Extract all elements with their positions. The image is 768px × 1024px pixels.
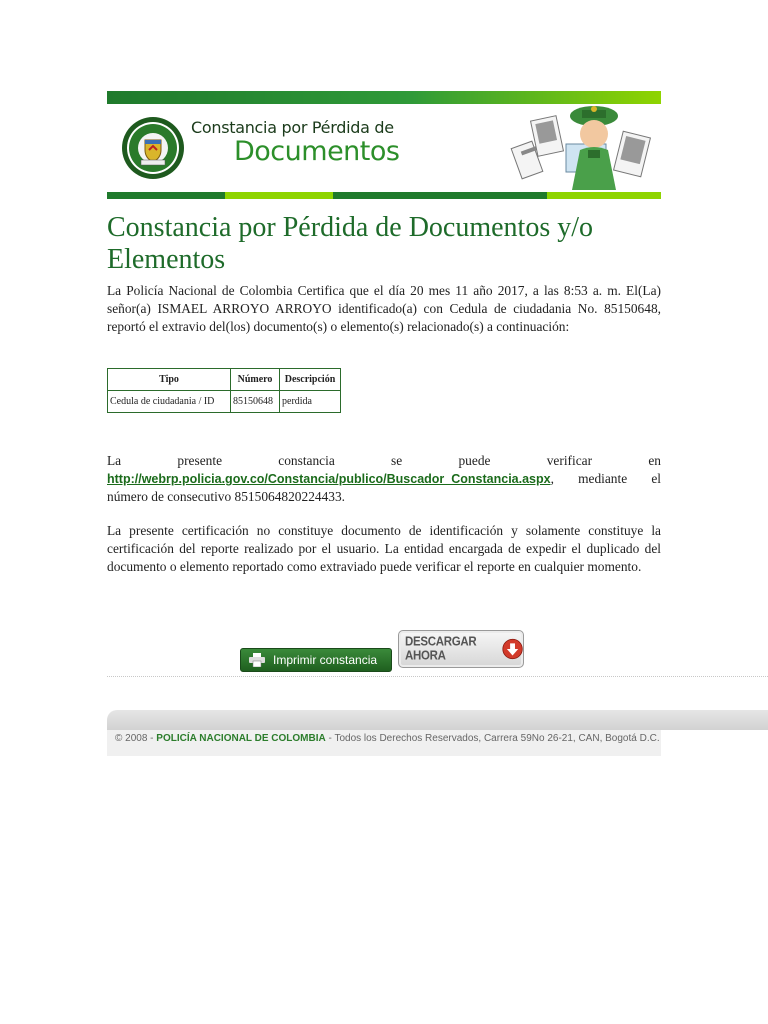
police-seal-icon: [121, 116, 185, 180]
download-arrow-icon: [502, 636, 523, 662]
verification-text-before: La presente constancia se puede verificar en: [107, 453, 661, 468]
print-button[interactable]: [240, 648, 392, 672]
download-button-label: DESCARGAR AHORA: [405, 635, 477, 663]
table-header-row: [108, 369, 341, 391]
footer-copyright: [107, 730, 661, 756]
page-title: Constancia por Pérdida de Documentos y/o Elementos: [107, 212, 594, 275]
verification-text-after: , mediante el número de consecutivo 8515064820224433.: [107, 471, 661, 504]
verification-link[interactable]: http://webrp.policia.gov.co/Constancia/publico/Buscador_Constancia.aspx: [107, 472, 551, 486]
footer-prefix: © 2008 -: [115, 733, 157, 744]
table-row: [108, 391, 341, 413]
column-header-tipo: Tipo: [108, 369, 231, 391]
banner-bottom-bar: [107, 192, 661, 199]
police-officer-illustration: [476, 104, 661, 192]
banner-top-bar: [107, 91, 661, 104]
footer-org: POLICÍA NACIONAL DE COLOMBIA: [156, 733, 326, 744]
footer-suffix: - Todos los Derechos Reservados, Carrera 59No 26-21, CAN, Bogotá D.C.: [325, 733, 660, 744]
download-button[interactable]: [398, 630, 524, 668]
documents-table: [107, 368, 341, 413]
disclaimer-paragraph: La presente certificación no constituye documento de identificación y solamente constituye la certificación del reporte realizado por el usuario. La entidad encargada de expedir el duplicado del documento o elemento reportado como extraviado puede verificar el reporte en cualquier momento.: [107, 523, 661, 574]
table-cell-tipo: Cedula de ciudadania / ID: [108, 391, 231, 413]
printer-icon: [249, 653, 265, 667]
verification-paragraph: [107, 452, 661, 506]
column-header-descripcion: Descripción: [280, 369, 341, 391]
certification-paragraph: La Policía Nacional de Colombia Certifica que el día 20 mes 11 año 2017, a las 8:53 a. m. El(La) señor(a) ISMAEL ARROYO ARROYO identificado(a) con Cedula de ciudadania No. 85150648, reportó el extravio del(los) documento(s) o elemento(s) relacionado(s) a continuación:: [107, 283, 661, 334]
footer-bar: [107, 710, 768, 730]
banner-subtitle: Constancia por Pérdida de: [191, 118, 394, 137]
divider: [107, 676, 768, 677]
print-button-label: Imprimir constancia: [273, 653, 378, 667]
header-banner: [107, 104, 661, 192]
table-cell-descripcion: perdida: [280, 391, 341, 413]
table-cell-numero: 85150648: [231, 391, 280, 413]
column-header-numero: Número: [231, 369, 280, 391]
banner-title: Documentos: [234, 136, 400, 167]
